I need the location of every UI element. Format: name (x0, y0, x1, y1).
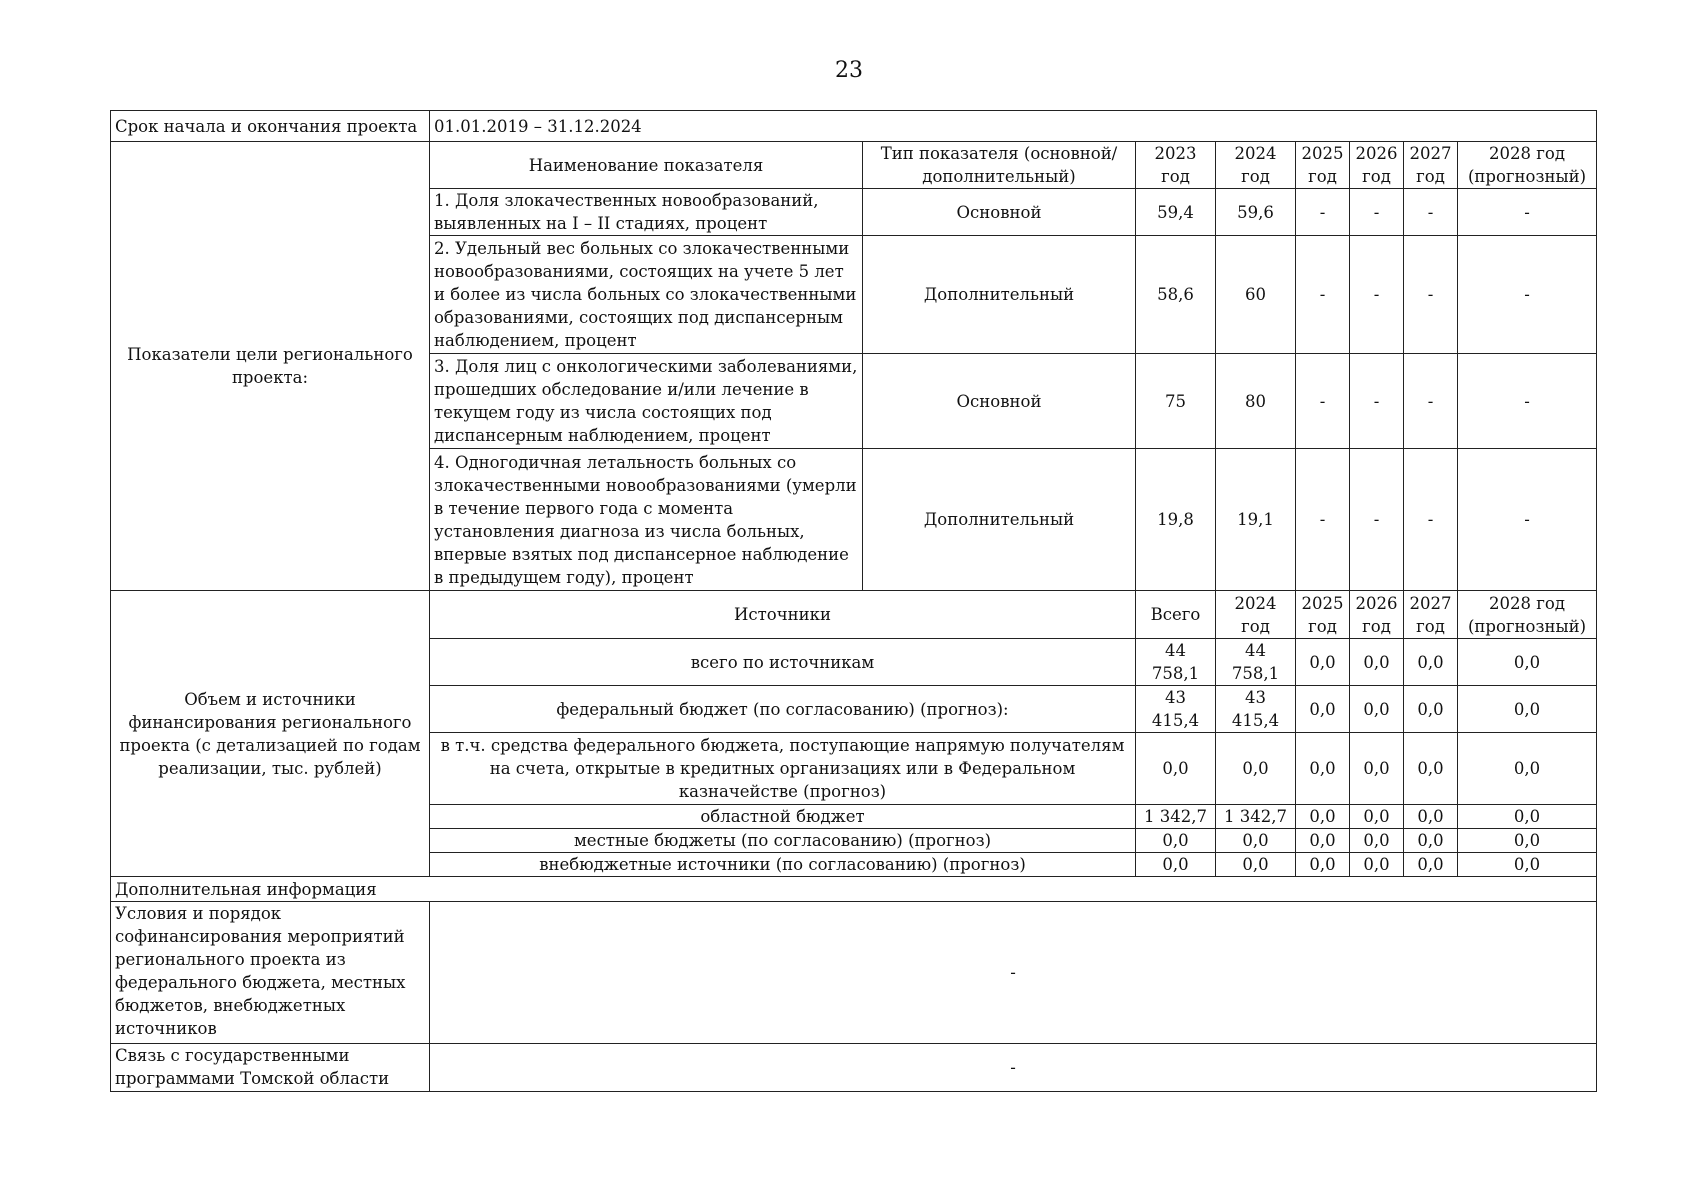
indicator-value-2027: - (1404, 354, 1458, 449)
financing-source: областной бюджет (430, 805, 1136, 829)
indicator-value-2026: - (1350, 189, 1404, 236)
indicators-section-label: Показатели цели регионального проекта: (111, 142, 430, 591)
indicators-header-2023: 2023 год (1136, 142, 1216, 189)
financing-value-2024: 0,0 (1216, 853, 1296, 877)
financing-value-2028: 0,0 (1458, 733, 1597, 805)
financing-total: 0,0 (1136, 829, 1216, 853)
indicator-value-2024: 19,1 (1216, 449, 1296, 591)
financing-value-2026: 0,0 (1350, 686, 1404, 733)
financing-total: 43 415,4 (1136, 686, 1216, 733)
financing-header-2026: 2026 год (1350, 591, 1404, 639)
indicator-name: 3. Доля лиц с онкологическими заболеваниями, прошедших обследование и/или лечение в текущем году из числа состоящих под диспансерным наблюдением, процент (430, 354, 863, 449)
indicator-value-2025: - (1296, 354, 1350, 449)
indicators-header-2026: 2026 год (1350, 142, 1404, 189)
financing-header-total: Всего (1136, 591, 1216, 639)
financing-value-2025: 0,0 (1296, 805, 1350, 829)
indicator-value-2023: 19,8 (1136, 449, 1216, 591)
financing-value-2025: 0,0 (1296, 639, 1350, 686)
indicator-type: Дополнительный (863, 236, 1136, 354)
indicator-type: Основной (863, 354, 1136, 449)
indicator-name: 4. Одногодичная летальность больных со злокачественными новообразованиями (умерли в течение первого года с момента установления диагноза из числа больных, впервые взятых под диспансерное наблюдение в предыдущем году), процент (430, 449, 863, 591)
indicator-type: Основной (863, 189, 1136, 236)
financing-header-source: Источники (430, 591, 1136, 639)
indicator-value-2024: 60 (1216, 236, 1296, 354)
indicators-header-type: Тип показателя (основной/дополнительный) (863, 142, 1136, 189)
indicator-value-2025: - (1296, 236, 1350, 354)
financing-total: 0,0 (1136, 853, 1216, 877)
indicators-header-name: Наименование показателя (430, 142, 863, 189)
indicator-value-2023: 59,4 (1136, 189, 1216, 236)
financing-source: всего по источникам (430, 639, 1136, 686)
financing-header-row (111, 591, 1597, 639)
indicator-value-2028: - (1458, 449, 1597, 591)
indicator-value-2026: - (1350, 354, 1404, 449)
financing-value-2024: 0,0 (1216, 829, 1296, 853)
financing-value-2025: 0,0 (1296, 829, 1350, 853)
indicators-header-row (111, 142, 1597, 189)
indicators-header-2028: 2028 год (прогнозный) (1458, 142, 1597, 189)
financing-value-2024: 44 758,1 (1216, 639, 1296, 686)
financing-source: федеральный бюджет (по согласованию) (прогноз): (430, 686, 1136, 733)
financing-value-2028: 0,0 (1458, 853, 1597, 877)
state-programs-value: - (430, 1044, 1597, 1092)
cofinancing-value: - (430, 902, 1597, 1044)
financing-value-2026: 0,0 (1350, 829, 1404, 853)
financing-section-label: Объем и источники финансирования регионального проекта (с детализацией по годам реализации, тыс. рублей) (111, 591, 430, 877)
indicator-value-2027: - (1404, 449, 1458, 591)
page-number: 23 (835, 58, 863, 83)
indicator-value-2026: - (1350, 449, 1404, 591)
indicator-value-2027: - (1404, 236, 1458, 354)
indicator-value-2024: 80 (1216, 354, 1296, 449)
financing-header-2027: 2027 год (1404, 591, 1458, 639)
indicator-value-2023: 58,6 (1136, 236, 1216, 354)
indicator-value-2024: 59,6 (1216, 189, 1296, 236)
cofinancing-label: Условия и порядок софинансирования мероприятий регионального проекта из федерального бюджета, местных бюджетов, внебюджетных источников (111, 902, 430, 1044)
state-programs-label: Связь с государственными программами Томской области (111, 1044, 430, 1092)
indicators-header-2025: 2025 год (1296, 142, 1350, 189)
financing-value-2027: 0,0 (1404, 829, 1458, 853)
indicator-value-2023: 75 (1136, 354, 1216, 449)
financing-header-2025: 2025 год (1296, 591, 1350, 639)
financing-total: 0,0 (1136, 733, 1216, 805)
indicator-value-2028: - (1458, 236, 1597, 354)
period-row (111, 111, 1597, 142)
financing-value-2028: 0,0 (1458, 805, 1597, 829)
indicator-value-2027: - (1404, 189, 1458, 236)
state-programs-row (111, 1044, 1597, 1092)
period-label: Срок начала и окончания проекта (111, 111, 430, 142)
financing-source: местные бюджеты (по согласованию) (прогноз) (430, 829, 1136, 853)
financing-value-2026: 0,0 (1350, 853, 1404, 877)
cofinancing-row (111, 902, 1597, 1044)
indicator-value-2026: - (1350, 236, 1404, 354)
financing-value-2024: 1 342,7 (1216, 805, 1296, 829)
financing-value-2027: 0,0 (1404, 686, 1458, 733)
financing-source: внебюджетные источники (по согласованию) (прогноз) (430, 853, 1136, 877)
additional-info-row (111, 877, 1597, 902)
financing-value-2026: 0,0 (1350, 639, 1404, 686)
financing-value-2027: 0,0 (1404, 733, 1458, 805)
financing-value-2028: 0,0 (1458, 686, 1597, 733)
financing-total: 44 758,1 (1136, 639, 1216, 686)
indicator-value-2025: - (1296, 449, 1350, 591)
indicators-header-2027: 2027 год (1404, 142, 1458, 189)
financing-total: 1 342,7 (1136, 805, 1216, 829)
indicator-value-2025: - (1296, 189, 1350, 236)
financing-value-2024: 0,0 (1216, 733, 1296, 805)
period-value: 01.01.2019 – 31.12.2024 (430, 111, 1597, 142)
project-passport-table (110, 110, 1597, 1092)
additional-info-label: Дополнительная информация (111, 877, 1597, 902)
financing-value-2027: 0,0 (1404, 639, 1458, 686)
financing-value-2025: 0,0 (1296, 733, 1350, 805)
financing-value-2028: 0,0 (1458, 639, 1597, 686)
indicators-header-2024: 2024 год (1216, 142, 1296, 189)
indicator-type: Дополнительный (863, 449, 1136, 591)
financing-value-2027: 0,0 (1404, 853, 1458, 877)
financing-value-2025: 0,0 (1296, 853, 1350, 877)
indicator-name: 2. Удельный вес больных со злокачественными новообразованиями, состоящих на учете 5 лет и более из числа больных со злокачественными образованиями, состоящих под диспансерным наблюдением, процент (430, 236, 863, 354)
indicator-value-2028: - (1458, 189, 1597, 236)
financing-value-2028: 0,0 (1458, 829, 1597, 853)
financing-source: в т.ч. средства федерального бюджета, поступающие напрямую получателям на счета, открытые в кредитных организациях или в Федеральном казначействе (прогноз) (430, 733, 1136, 805)
indicator-value-2028: - (1458, 354, 1597, 449)
financing-header-2028: 2028 год (прогнозный) (1458, 591, 1597, 639)
financing-value-2026: 0,0 (1350, 805, 1404, 829)
financing-value-2024: 43 415,4 (1216, 686, 1296, 733)
indicator-name: 1. Доля злокачественных новообразований, выявленных на I – II стадиях, процент (430, 189, 863, 236)
financing-header-2024: 2024 год (1216, 591, 1296, 639)
financing-value-2025: 0,0 (1296, 686, 1350, 733)
financing-value-2026: 0,0 (1350, 733, 1404, 805)
financing-value-2027: 0,0 (1404, 805, 1458, 829)
